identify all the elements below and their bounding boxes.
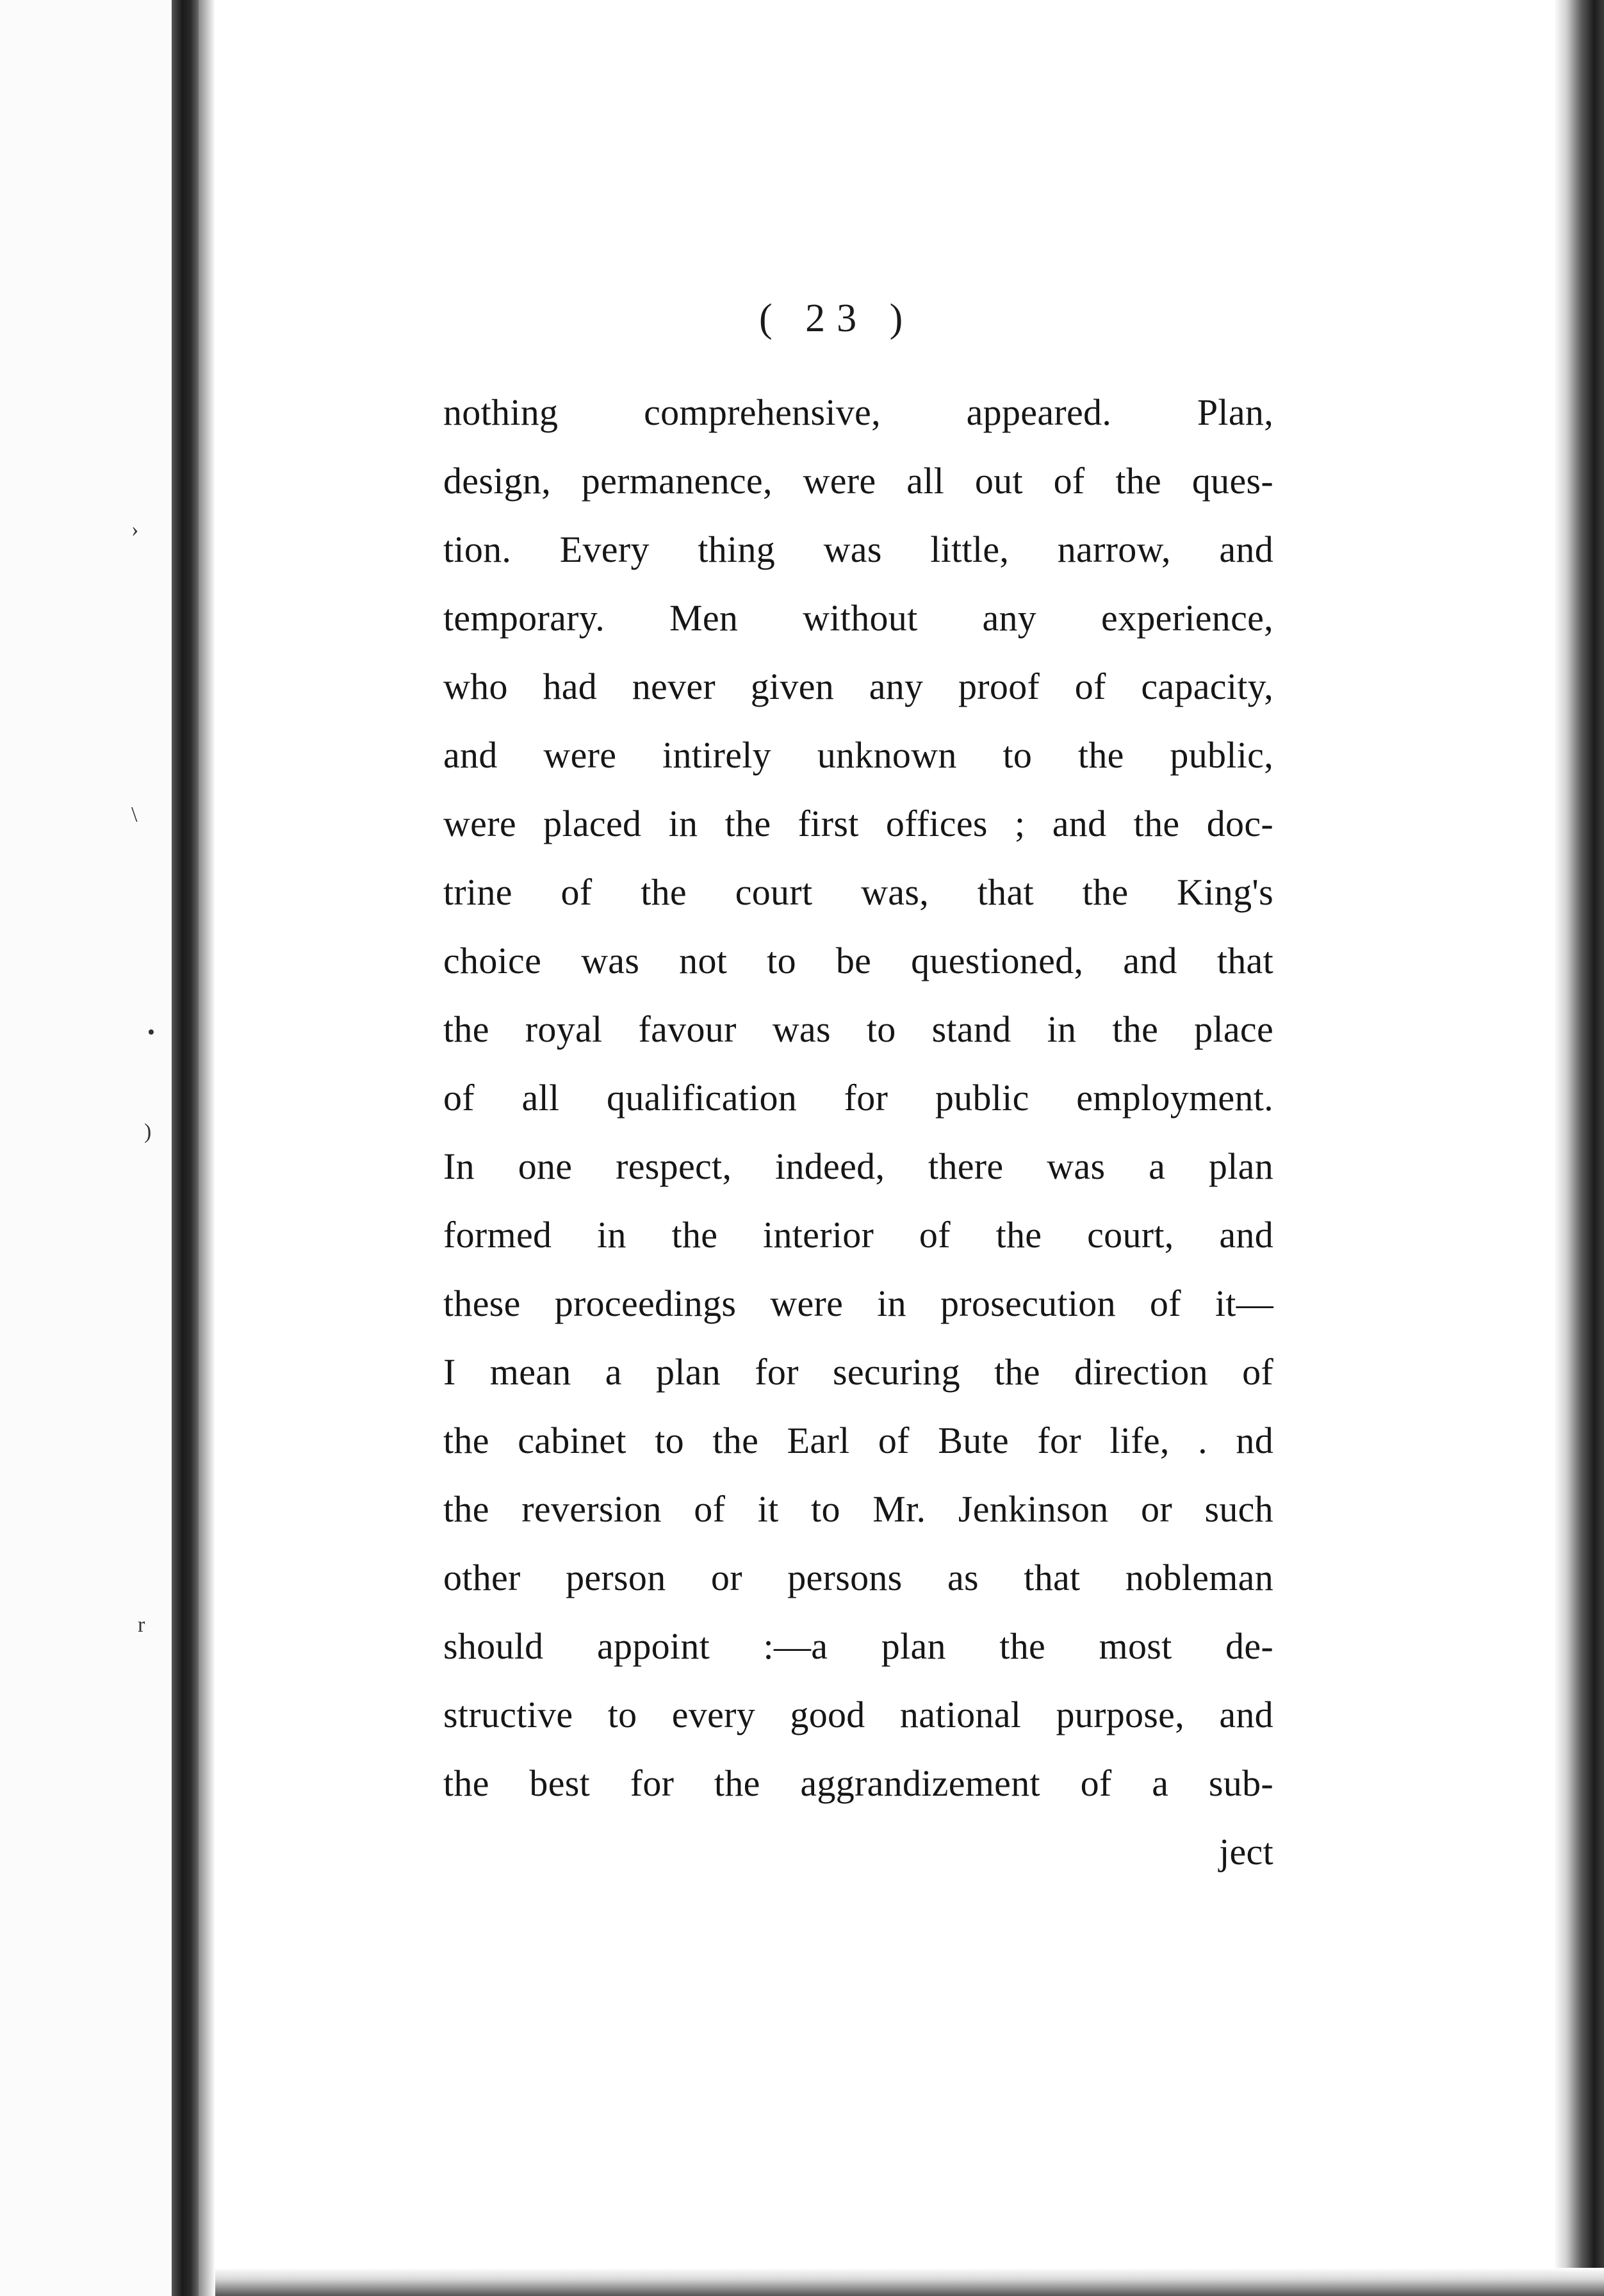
text-line: should appoint :—a plan the most de- bbox=[443, 1625, 1273, 1667]
text-line: design, permanence, were all out of the ques- bbox=[443, 460, 1273, 502]
page-bottom-edge bbox=[215, 2268, 1604, 2296]
text-line: temporary. Men without any experience, bbox=[443, 597, 1273, 639]
text-line: In one respect, indeed, there was a plan bbox=[443, 1145, 1273, 1187]
page-number: ( 23 ) bbox=[759, 297, 915, 340]
margin-mark: \ bbox=[131, 803, 138, 826]
text-line: nothing comprehensive, appeared. Plan, bbox=[443, 391, 1273, 433]
text-line: and were intirely unknown to the public, bbox=[443, 734, 1273, 776]
page-right-edge bbox=[1554, 0, 1604, 2296]
catchword: ject bbox=[1219, 1831, 1273, 1873]
text-line: formed in the interior of the court, and bbox=[443, 1214, 1273, 1256]
gutter-shadow bbox=[199, 0, 215, 2296]
text-line: other person or persons as that nobleman bbox=[443, 1557, 1273, 1598]
text-line: the best for the aggrandizement of a sub- bbox=[443, 1762, 1273, 1804]
margin-mark: r bbox=[138, 1613, 145, 1637]
facing-page-strip bbox=[0, 0, 199, 2296]
text-line: choice was not to be questioned, and that bbox=[443, 940, 1273, 981]
text-line: the reversion of it to Mr. Jenkinson or such bbox=[443, 1488, 1273, 1530]
text-line: the cabinet to the Earl of Bute for life, . nd bbox=[443, 1420, 1273, 1461]
text-line: these proceedings were in prosecution of it— bbox=[443, 1283, 1273, 1324]
text-line: were placed in the first offices ; and the doc- bbox=[443, 803, 1273, 844]
body-text bbox=[443, 378, 1273, 1886]
binding-gutter bbox=[172, 0, 199, 2296]
text-line: the royal favour was to stand in the place bbox=[443, 1008, 1273, 1050]
margin-mark: ) bbox=[144, 1120, 152, 1144]
text-line: I mean a plan for securing the direction of bbox=[443, 1351, 1273, 1393]
text-line: trine of the court was, that the King's bbox=[443, 871, 1273, 913]
margin-mark: › bbox=[131, 518, 139, 541]
margin-mark: • bbox=[147, 1021, 155, 1044]
text-line: who had never given any proof of capacity, bbox=[443, 666, 1273, 707]
text-line: structive to every good national purpose, and bbox=[443, 1694, 1273, 1735]
text-line: tion. Every thing was little, narrow, and bbox=[443, 529, 1273, 570]
text-line: of all qualification for public employment. bbox=[443, 1077, 1273, 1119]
